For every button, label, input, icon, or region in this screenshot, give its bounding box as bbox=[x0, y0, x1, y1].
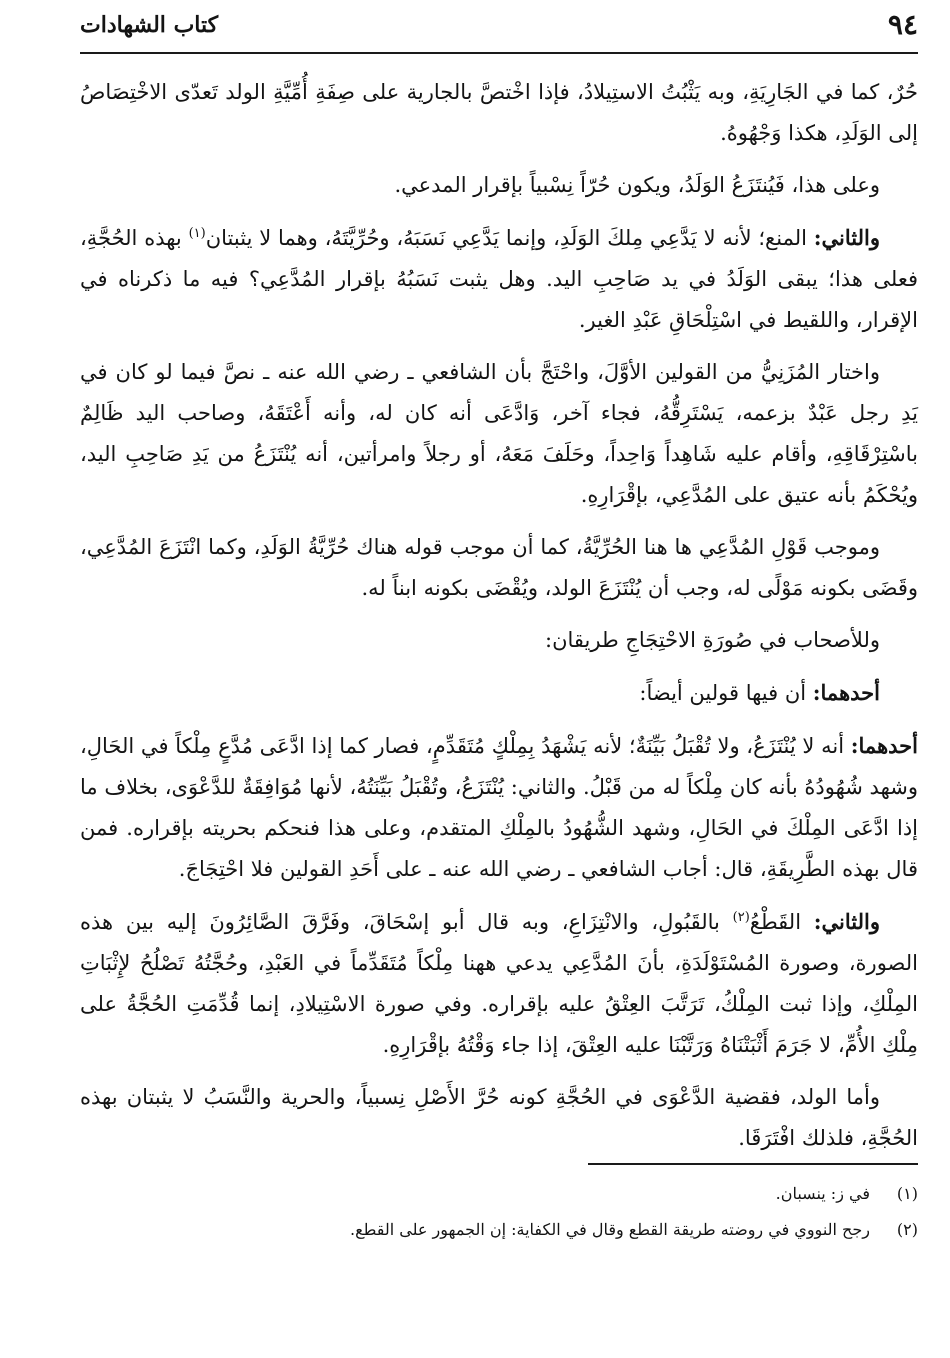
footnote-number: (٢) bbox=[896, 1220, 918, 1239]
paragraph-text: أن فيها قولين أيضاً: bbox=[639, 681, 813, 705]
page-number: ٩٤ bbox=[887, 8, 918, 41]
paragraph-text: القَطْعُ bbox=[749, 910, 814, 934]
paragraph-text-after: بهذه الحُجَّةِ، فعلى هذا؛ يبقى الوَلَدُ في يد صَاحِبِ اليد. وهل يثبت نَسَبُهُ بإقرار المُدَّعِي؟ فيه ما ذكرناه في الإقرار، واللقيط في اسْتِلْحَاقِ عَبْدِ الغير. bbox=[80, 226, 918, 332]
footnote-1 bbox=[80, 1176, 918, 1212]
footnote-text: رجح النووي في روضته طريقة القطع وقال في الكفاية: إن الجمهور على القطع. bbox=[350, 1220, 870, 1239]
paragraph-lead: أحدهما: bbox=[812, 680, 880, 705]
paragraph-9 bbox=[80, 901, 918, 1066]
paragraph-text: وللأصحاب في صُورَةِ الاحْتِجَاجِ طريقان: bbox=[545, 628, 880, 652]
paragraph-3 bbox=[80, 217, 918, 341]
paragraph-text: وعلى هذا، فَيُنتَزَعُ الوَلَدُ، ويكون حُرّاً نِسْبياً بإقرار المدعي. bbox=[394, 173, 880, 197]
footnote-2 bbox=[80, 1212, 918, 1248]
paragraph-text: حُرٌ، كما في الجَارِيَةِ، وبه يَثْبُتُ الاستِيلادُ، فإذا اخْتصَّ بالجارية على صِفَةِ أُمِّيَّةِ الولد تَعدّى الاخْتِصَاصُ إلى الوَلَدِ، هكذا وَجْهُوهُ. bbox=[80, 80, 918, 145]
paragraph-6 bbox=[80, 620, 918, 661]
paragraph-2 bbox=[80, 165, 918, 206]
footnote-ref-1: (١) bbox=[188, 226, 206, 241]
paragraph-text-after: بالقَبُولِ، والانْتِزَاعِ، وبه قال أبو إسْحَاقَ، وفَرَّقَ الصَّائِرُونَ إليه بين هذه الصورة، وصورة المُسْتَوْلَدَةِ، بأنَ المُدَّعِي يدعي ههنا مِلْكاً مُتَقَدِّماً في العَبْدِ، وحُجَّتُهُ تَصْلُحُ لإِثْبَاتِ المِلْكِ، وإذا ثبت المِلْكُ، تَرَتَّبَ العِتْقُ عليه بإقراره. وفي صورة الاسْتِيلادِ، إنما قُدِّمَتِ الحُجَّةُ على مِلْكِ الأُمِّ، لا جَرَمَ أَثْبَتْنَاهُ وَرَتَّبْنَا عليه العِتْقَ، إذا جاء وَقْتُهُ بإقْرَارِهِ. bbox=[80, 910, 918, 1057]
paragraph-text: وأما الولد، فقضية الدَّعْوَى في الحُجَّةِ كونه حُرَّ الأَصْلِ نِسبياً، والحرية والنَّسَبُ لا يثبتان بهذه الحُجَّةِ، فلذلك افْتَرَقَا. bbox=[80, 1085, 918, 1150]
paragraph-lead: والثاني: bbox=[813, 225, 880, 250]
paragraph-8 bbox=[80, 725, 918, 890]
paragraph-7 bbox=[80, 672, 918, 714]
footnote-ref-2: (٢) bbox=[732, 910, 750, 925]
footnote-divider bbox=[588, 1163, 918, 1165]
paragraph-text: أنه لا يُنْتَزَعُ، ولا تُقْبَلُ بَيِّنَةٌ؛ لأنه يَشْهَدُ بِمِلْكٍ مُتَقَدِّمٍ، فصار كما إذا ادَّعَى مُدَّعٍ مِلْكاً في الحَالِ، وشهد شُهُودُهُ بأنه كان مِلْكاً له من قَبْلُ. والثاني: يُنْتَزَعُ، وتُقْبَلُ بَيِّنَتُهُ، لأنها مُوَافِقَةٌ للدَّعْوَى، بخلاف ما إذا ادَّعَى المِلْكَ في الحَالِ، وشهد الشُّهُودُ بالمِلْكِ المتقدم، وعلى هذا فنحكم بحريته بإقراره. فمن قال بهذه الطَّرِيقَةِ، قال: أجاب الشافعي ـ رضي الله عنه ـ على أَحَدِ القولين فلا احْتِجَاجَ. bbox=[80, 734, 918, 881]
main-text bbox=[80, 72, 918, 1170]
paragraph-text: المنع؛ لأنه لا يَدَّعِي مِلكَ الوَلَدِ، وإنما يَدَّعِي نَسَبَهُ، وحُرِّيَّتَهُ، وهما لا يثبتان bbox=[205, 226, 814, 250]
book-title: كتاب الشهادات bbox=[80, 12, 219, 38]
paragraph-1 bbox=[80, 72, 918, 154]
paragraph-5 bbox=[80, 527, 918, 609]
paragraph-text: واختار المُزَنِيُّ من القولين الأوَّلَ، واحْتَجَّ بأن الشافعي ـ رضي الله عنه ـ نصَّ فيما لو كان في يَدِ رجل عَبْدٌ بزعمه، يَسْتَرِقُّهُ، فجاء آخر، وَادَّعَى أنه كان له، وأنه أَعْتَقَهُ، وصاحب اليد ظَالِمٌ باسْتِرْقَاقِهِ، وأقام عليه شَاهِداً وَاحِداً، وحَلَفَ مَعَهُ، أو رجلاً وامرأتين، أنه يُنْتَزَعُ من يَدِ صَاحِبِ اليد، ويُحْكَمُ بأنه عتيق على المُدَّعِي، بإقْرَارِهِ. bbox=[80, 360, 918, 507]
footnote-text: في ز: ينسبان. bbox=[775, 1184, 870, 1203]
paragraph-10 bbox=[80, 1077, 918, 1159]
paragraph-lead: والثاني: bbox=[813, 909, 881, 934]
paragraph-4 bbox=[80, 352, 918, 516]
page-header bbox=[80, 8, 918, 54]
paragraph-lead: أحدهما: bbox=[850, 733, 918, 758]
footnotes bbox=[80, 1176, 918, 1248]
paragraph-text: وموجب قَوْلِ المُدَّعِي ها هنا الحُرِّيَّةُ، كما أن موجب قوله هناك حُرِّيَّةُ الوَلَدِ، وكما انْتَزَعَ المُدَّعِي، وقَضَى بكونه مَوْلًى له، وجب أن يُنْتَزَعَ الولد، ويُقْضَى بكونه ابناً له. bbox=[80, 535, 918, 600]
footnote-number: (١) bbox=[896, 1184, 918, 1203]
